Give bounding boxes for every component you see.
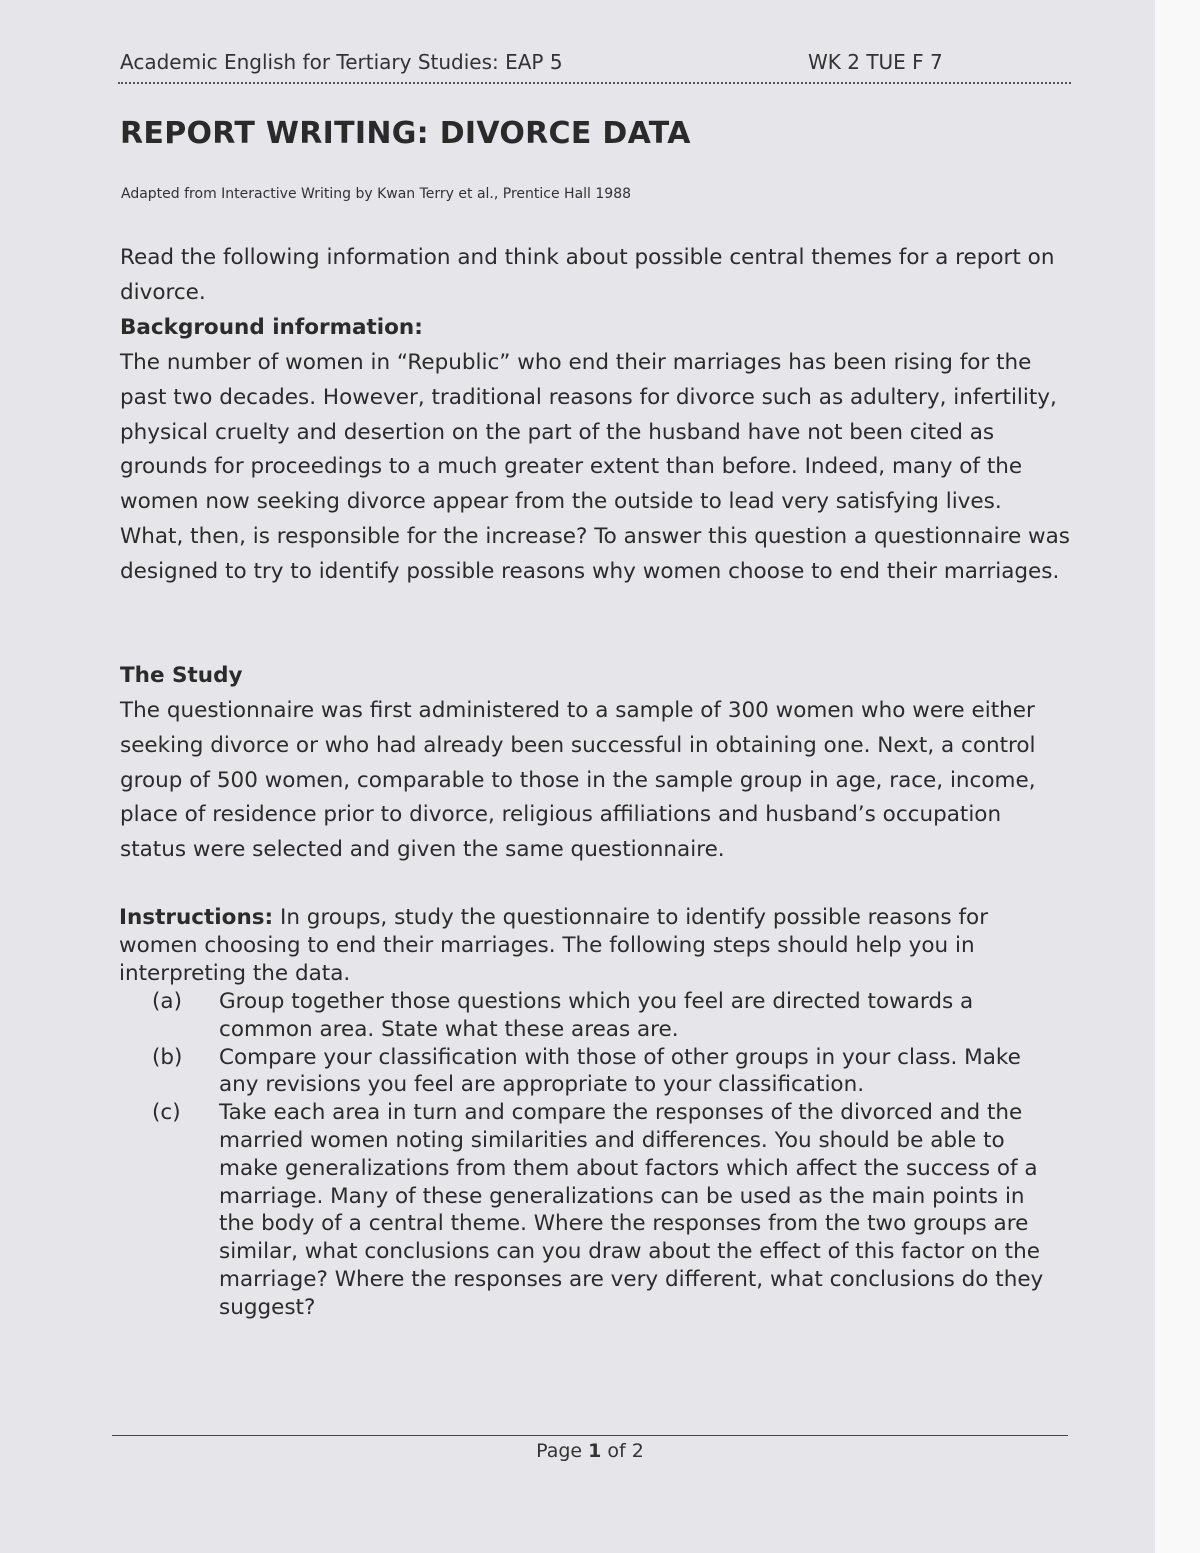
of-label: of (607, 1440, 626, 1462)
step-marker: (a) (152, 989, 182, 1014)
header-divider (118, 82, 1071, 84)
instructions-paragraph (119, 904, 1069, 987)
step-text: Take each area in turn and compare the responses of the divorced and the married women noting similarities and differences. You should be able to make generalizations from them about factors which affect the success of a marriage. Many of these generalizations can be used as the main points in the body of a central theme. Where the responses from the two groups are similar, what conclusions can you draw about the effect of this factor on the marriage? Where the responses are very different, what conclusions do they suggest? (219, 1100, 1044, 1320)
instructions-text: In groups, study the questionnaire to identify possible reasons for women choosing to end their marriages. The following steps should help you in interpreting the data. (119, 905, 989, 986)
intro-paragraph: Read the following information and think about possible central themes for a report on divorce. (120, 245, 1055, 305)
study-paragraph: The questionnaire was first administered to a sample of 300 women who were either seeking divorce or who had already been successful in obtaining one. Next, a control group of 500 women, comparable to those in the sample group in age, race, income, place of residence prior to divorce, religious affiliations and husband’s occupation status were selected and given the same questionnaire. (120, 698, 1036, 863)
step-c (119, 1099, 1059, 1321)
total-pages: 2 (631, 1440, 644, 1462)
scan-margin (1155, 0, 1200, 1553)
source-citation: Adapted from Interactive Writing by Kwan Terry et al., Prentice Hall 1988 (121, 186, 632, 202)
session-code: WK 2 TUE F 7 (808, 50, 943, 74)
step-text: Compare your classification with those of other groups in your class. Make any revisions you feel are appropriate to your classification. (219, 1044, 1021, 1098)
step-text: Group together those questions which you feel are directed towards a common area. State what these areas are. (219, 989, 974, 1042)
step-a (119, 988, 1059, 1044)
page-label: Page (536, 1440, 583, 1462)
background-heading: Background information: (120, 315, 423, 340)
page-footer (0, 1440, 1180, 1462)
instruction-steps (119, 988, 1059, 1322)
instructions-label: Instructions: (119, 905, 274, 930)
step-marker: (c) (152, 1100, 181, 1126)
study-heading: The Study (120, 663, 243, 688)
step-marker: (b) (152, 1044, 183, 1070)
footer-divider (112, 1435, 1068, 1436)
background-paragraph: The number of women in “Republic” who end their marriages has been rising for the past two decades. However, traditional reasons for divorce such as adultery, infertility, physical cruelty and desertion on the part of the husband have not been cited as grounds for proceedings to a much greater extent than before. Indeed, many of the women now seeking divorce appear from the outside to lead very satisfying lives. What, then, is responsible for the increase? To answer this question a questionnaire was designed to try to identify possible reasons why women choose to end their marriages. (120, 350, 1071, 584)
step-b (119, 1044, 1059, 1100)
course-title: Academic English for Tertiary Studies: EAP 5 (120, 50, 563, 74)
page-number: 1 (588, 1440, 602, 1462)
page-title: REPORT WRITING: DIVORCE DATA (120, 116, 691, 151)
